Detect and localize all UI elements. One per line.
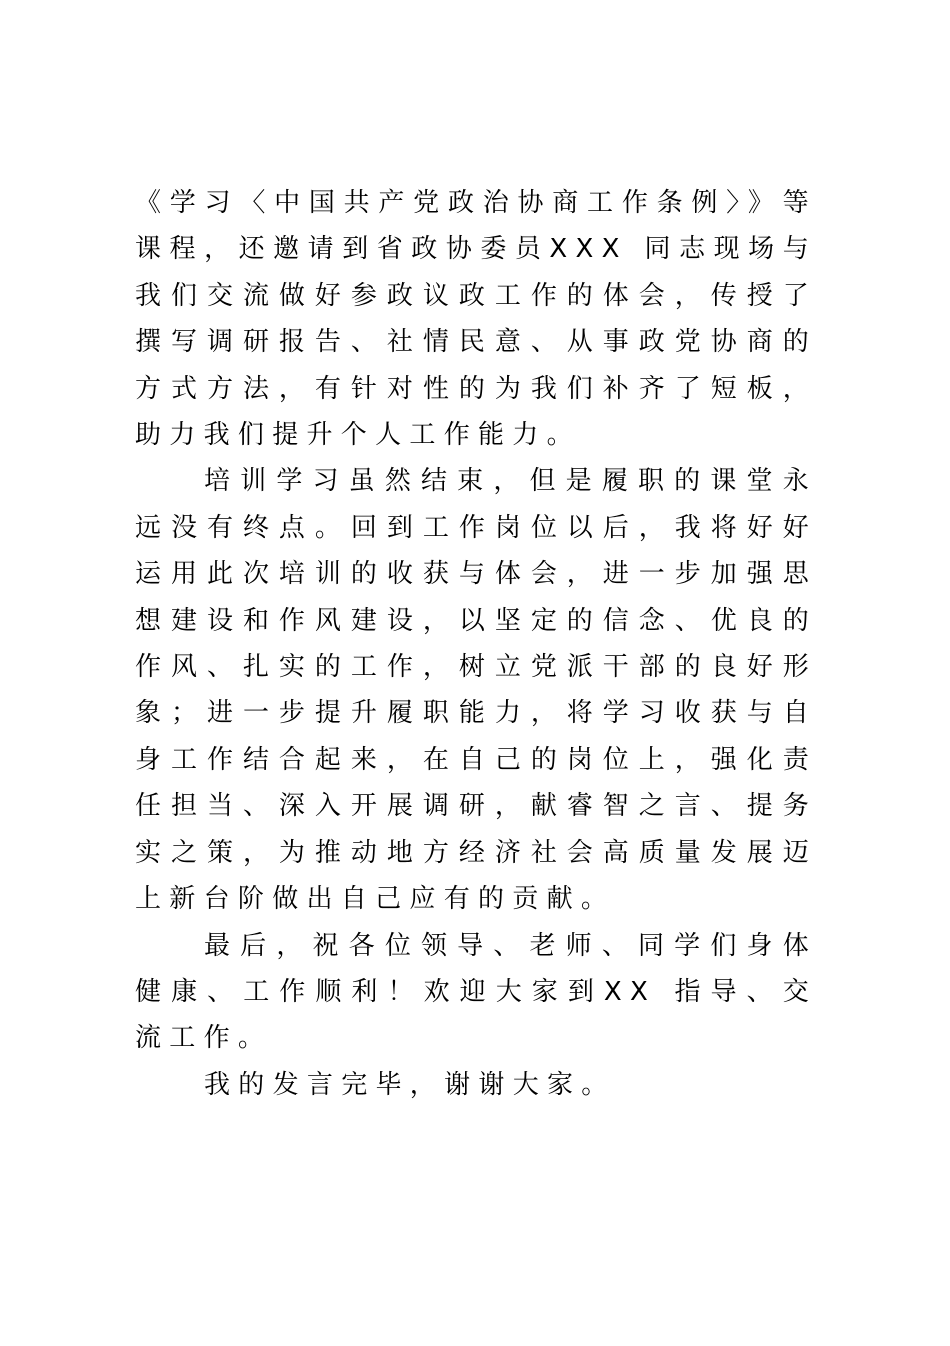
paragraph-course-intro: 《学习〈中国共产党政治协商工作条例〉》等课程，还邀请到省政协委员XXX 同志现场与我们交流做好参政议政工作的体会，传授了撰写调研报告、社情民意、从事政党协商的方式方法，有针对性的为我们补齐了短板，助力我们提升个人工作能力。 <box>135 188 817 451</box>
paragraph-closing-wishes: 最后，祝各位领导、老师、同学们身体健康、工作顺利！欢迎大家到XX 指导、交流工作。 <box>135 930 817 1054</box>
paragraph-final-thanks: 我的发言完毕，谢谢大家。 <box>204 1069 616 1100</box>
paragraph-future-commitment: 培训学习虽然结束，但是履职的课堂永远没有终点。回到工作岗位以后，我将好好运用此次培训的收获与体会，进一步加强思想建设和作风建设，以坚定的信念、优良的作风、扎实的工作，树立党派干部的良好形象；进一步提升履职能力，将学习收获与自身工作结合起来，在自己的岗位上，强化责任担当、深入开展调研，献睿智之言、提务实之策，为推动地方经济社会高质量发展迈上新台阶做出自己应有的贡献。 <box>135 466 817 915</box>
document-body <box>135 180 817 1108</box>
